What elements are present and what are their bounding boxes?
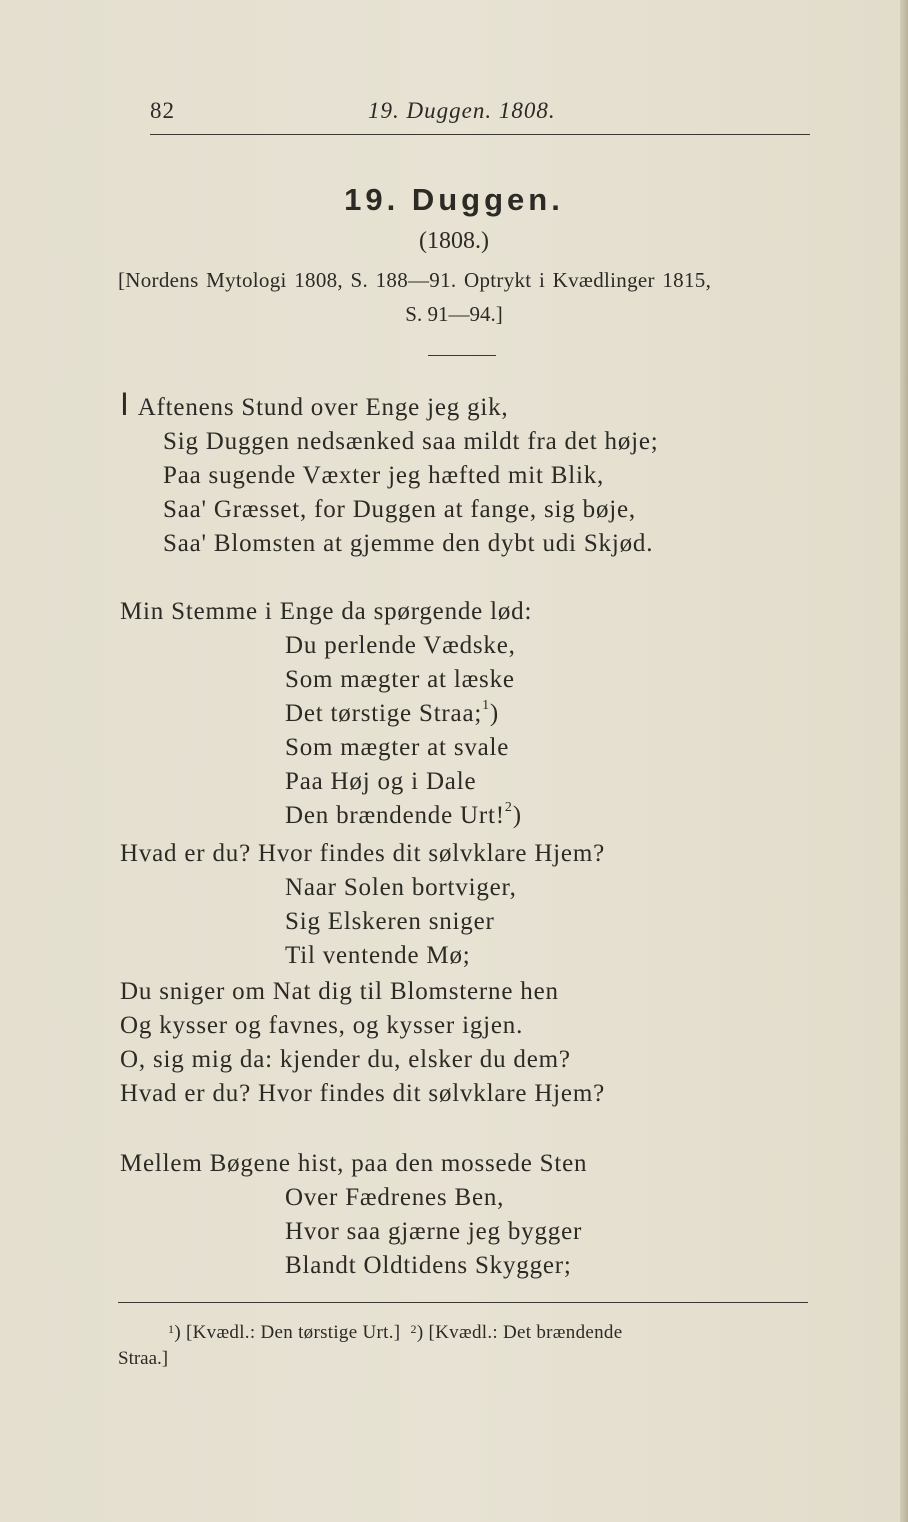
verse-line: Sig Duggen nedsænked saa mildt fra det høje; xyxy=(163,428,659,455)
verse-line: Saa' Græsset, for Duggen at fange, sig bøje, xyxy=(163,496,636,523)
footnote-ref: 1 xyxy=(482,698,490,713)
verse-line: Over Fædrenes Ben, xyxy=(285,1184,505,1211)
section-divider xyxy=(428,355,496,356)
verse-line: Mellem Bøgene hist, paa den mossede Sten xyxy=(120,1150,588,1177)
verse-line: Min Stemme i Enge da spørgende lød: xyxy=(120,598,533,625)
verse-line: Hvor saa gjærne jeg bygger xyxy=(285,1218,583,1245)
source-note-line-1: [Nordens Mytologi 1808, S. 188—91. Optrykt i Kvædlinger 1815, xyxy=(118,268,712,292)
verse-line: Til ventende Mø; xyxy=(285,942,471,969)
verse-line: Som mægter at svale xyxy=(285,734,510,761)
verse-line: Paa Høj og i Dale xyxy=(285,768,477,795)
poem-year: (1808.) xyxy=(419,228,489,254)
verse-line: O, sig mig da: kjender du, elsker du dem? xyxy=(120,1046,571,1073)
verse-line: Paa sugende Væxter jeg hæfted mit Blik, xyxy=(163,462,605,489)
verse-line: Som mægter at læske xyxy=(285,666,515,693)
verse-line: Blandt Oldtidens Skygger; xyxy=(285,1252,572,1279)
verse-line: Naar Solen bortviger, xyxy=(285,874,517,901)
drop-cap: I xyxy=(120,386,130,422)
running-head: 19. Duggen. 1808. xyxy=(368,98,556,123)
footnote-continuation: Straa.] xyxy=(118,1348,169,1369)
page-number: 82 xyxy=(150,98,175,123)
footnote-ref: 2 xyxy=(504,800,513,815)
verse-line: Saa' Blomsten at gjemme den dybt udi Skjød. xyxy=(163,530,654,557)
verse-line: Den brændende Urt!$^2$) xyxy=(285,800,522,829)
page-header xyxy=(150,98,810,135)
verse-line: Og kysser og favnes, og kysser igjen. xyxy=(120,1012,524,1039)
verse-line: I Aftenens Stund over Enge jeg gik, xyxy=(120,386,509,422)
footnotes: $^1$) [Kvædl.: Den tørstige Urt.] $^2$) [Kvædl.: Det brændende xyxy=(168,1322,623,1343)
verse-line: Hvad er du? Hvor findes dit sølvklare Hjem? xyxy=(120,840,605,867)
verse-line: Du perlende Vædske, xyxy=(285,632,516,659)
verse-line: Sig Elskeren sniger xyxy=(285,908,495,935)
verse-line: Du sniger om Nat dig til Blomsterne hen xyxy=(120,978,559,1005)
verse-line: Hvad er du? Hvor findes dit sølvklare Hjem? xyxy=(120,1080,605,1107)
verse-line: Det tørstige Straa;$^1$) xyxy=(285,698,500,727)
footnote-divider xyxy=(118,1302,808,1303)
poem-title: 19. Duggen. xyxy=(344,182,564,217)
source-note-line-2: S. 91—94.] xyxy=(405,302,503,326)
